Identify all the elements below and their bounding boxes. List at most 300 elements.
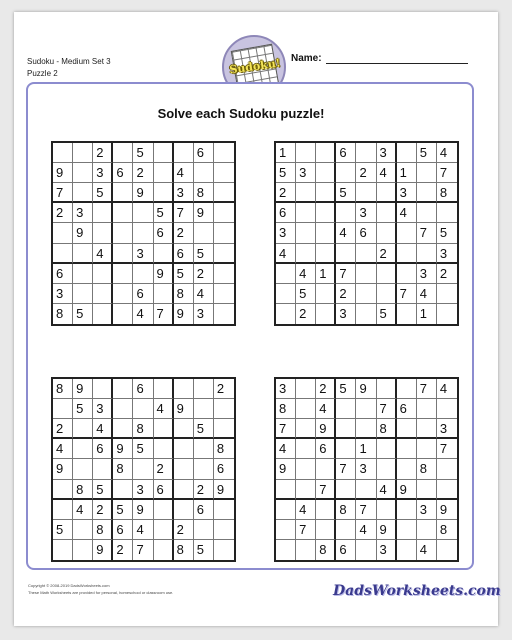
sudoku-cell — [377, 203, 397, 223]
sudoku-cell — [377, 379, 397, 399]
sudoku-cell: 6 — [133, 284, 153, 304]
sudoku-cell — [73, 419, 93, 439]
sudoku-cell: 2 — [113, 540, 133, 560]
sudoku-cell — [397, 244, 417, 264]
sudoku-cell — [214, 520, 234, 540]
sudoku-cell: 5 — [194, 244, 214, 264]
sudoku-cell — [174, 419, 194, 439]
sudoku-cell — [113, 304, 133, 324]
sudoku-cell — [194, 399, 214, 419]
sudoku-cell: 7 — [276, 419, 296, 439]
puzzle-label: Puzzle 2 — [27, 69, 58, 78]
sudoku-cell — [417, 183, 437, 203]
sudoku-cell — [53, 540, 73, 560]
sudoku-cell — [214, 264, 234, 284]
sudoku-cell: 7 — [336, 459, 356, 479]
sudoku-cell: 4 — [316, 399, 336, 419]
sudoku-cell — [356, 480, 376, 500]
sudoku-cell: 4 — [417, 540, 437, 560]
sudoku-cell — [296, 183, 316, 203]
sudoku-cell — [53, 244, 73, 264]
sudoku-cell — [93, 304, 113, 324]
sudoku-cell — [53, 399, 73, 419]
sudoku-cell — [296, 379, 316, 399]
sudoku-cell: 5 — [194, 540, 214, 560]
sudoku-cell — [397, 500, 417, 520]
sudoku-cell: 4 — [296, 264, 316, 284]
sudoku-cell: 9 — [214, 480, 234, 500]
sudoku-cell — [296, 203, 316, 223]
sudoku-cell: 2 — [53, 203, 73, 223]
sudoku-cell: 3 — [377, 143, 397, 163]
sudoku-cell — [93, 203, 113, 223]
sudoku-cell — [154, 439, 174, 459]
sudoku-cell — [53, 480, 73, 500]
sudoku-cell — [194, 223, 214, 243]
sudoku-cell — [214, 244, 234, 264]
sudoku-cell: 3 — [194, 304, 214, 324]
sudoku-cell: 4 — [133, 520, 153, 540]
sudoku-cell — [316, 143, 336, 163]
sudoku-cell: 6 — [336, 540, 356, 560]
sudoku-cell: 3 — [356, 459, 376, 479]
sudoku-cell — [154, 183, 174, 203]
sudoku-cell — [377, 284, 397, 304]
sudoku-cell — [316, 203, 336, 223]
sudoku-grid-4 — [274, 377, 459, 562]
sudoku-cell: 4 — [276, 244, 296, 264]
sudoku-cell: 7 — [53, 183, 73, 203]
sudoku-cell: 9 — [73, 223, 93, 243]
sudoku-cell — [133, 203, 153, 223]
sudoku-cell: 8 — [73, 480, 93, 500]
sudoku-cell: 9 — [133, 183, 153, 203]
sudoku-cell — [276, 480, 296, 500]
sudoku-cell — [133, 264, 153, 284]
sudoku-cell: 9 — [113, 439, 133, 459]
sudoku-cell: 4 — [336, 223, 356, 243]
sudoku-cell — [214, 223, 234, 243]
sudoku-cell — [437, 540, 457, 560]
name-line — [326, 63, 468, 64]
sudoku-cell — [113, 419, 133, 439]
sudoku-cell — [417, 480, 437, 500]
sudoku-cell: 8 — [53, 304, 73, 324]
sudoku-cell: 5 — [93, 480, 113, 500]
sudoku-cell: 9 — [316, 419, 336, 439]
sudoku-cell — [397, 520, 417, 540]
sudoku-cell — [174, 379, 194, 399]
sudoku-cell — [73, 439, 93, 459]
sudoku-cell — [356, 284, 376, 304]
sudoku-cell — [377, 264, 397, 284]
sudoku-cell — [316, 223, 336, 243]
sudoku-cell: 6 — [93, 439, 113, 459]
sudoku-cell — [316, 284, 336, 304]
sudoku-cell — [296, 223, 316, 243]
sudoku-cell — [276, 284, 296, 304]
sudoku-cell — [397, 304, 417, 324]
sudoku-cell: 5 — [154, 203, 174, 223]
sudoku-cell — [336, 163, 356, 183]
sudoku-cell — [174, 439, 194, 459]
sudoku-cell: 8 — [214, 439, 234, 459]
sudoku-cell: 3 — [276, 223, 296, 243]
sudoku-cell — [377, 459, 397, 479]
sudoku-cell — [296, 459, 316, 479]
sudoku-cell: 5 — [377, 304, 397, 324]
name-label: Name: — [291, 53, 322, 64]
sudoku-cell — [133, 223, 153, 243]
sudoku-cell: 4 — [133, 304, 153, 324]
sudoku-cell — [356, 264, 376, 284]
sudoku-cell: 5 — [113, 500, 133, 520]
sudoku-cell — [437, 480, 457, 500]
sudoku-cell — [73, 143, 93, 163]
sudoku-cell — [296, 540, 316, 560]
sudoku-cell: 3 — [174, 183, 194, 203]
sudoku-cell: 8 — [336, 500, 356, 520]
sudoku-cell — [113, 244, 133, 264]
sudoku-cell — [316, 459, 336, 479]
sudoku-cell: 3 — [356, 203, 376, 223]
sudoku-cell — [73, 163, 93, 183]
sudoku-cell: 3 — [417, 500, 437, 520]
sudoku-cell: 9 — [73, 379, 93, 399]
sudoku-cell: 1 — [356, 439, 376, 459]
sudoku-cell: 1 — [276, 143, 296, 163]
sudoku-cell: 7 — [133, 540, 153, 560]
sudoku-cell — [93, 223, 113, 243]
sudoku-cell — [316, 244, 336, 264]
sudoku-cell: 4 — [154, 399, 174, 419]
sudoku-cell: 3 — [93, 163, 113, 183]
sudoku-cell — [276, 500, 296, 520]
sudoku-cell — [194, 379, 214, 399]
sudoku-cell: 2 — [133, 163, 153, 183]
sudoku-cell — [154, 284, 174, 304]
sudoku-cell — [53, 143, 73, 163]
sudoku-cell — [276, 264, 296, 284]
sudoku-cell: 9 — [377, 520, 397, 540]
sudoku-cell: 9 — [133, 500, 153, 520]
sudoku-cell — [154, 379, 174, 399]
sudoku-cell: 8 — [53, 379, 73, 399]
sudoku-cell: 2 — [93, 500, 113, 520]
copyright-text: Copyright © 2008-2019 DadsWorksheets.com — [28, 583, 110, 588]
sudoku-cell — [356, 183, 376, 203]
sudoku-cell: 2 — [296, 304, 316, 324]
sudoku-cell: 7 — [437, 439, 457, 459]
sudoku-cell: 2 — [437, 264, 457, 284]
sudoku-cell: 8 — [113, 459, 133, 479]
sudoku-cell — [377, 183, 397, 203]
sudoku-cell: 9 — [174, 399, 194, 419]
sudoku-cell: 8 — [437, 183, 457, 203]
sudoku-cell: 7 — [397, 284, 417, 304]
sudoku-cell — [296, 399, 316, 419]
sudoku-cell: 3 — [276, 379, 296, 399]
sudoku-cell: 4 — [437, 379, 457, 399]
sudoku-cell: 4 — [377, 480, 397, 500]
sudoku-cell: 4 — [194, 284, 214, 304]
sudoku-cell: 4 — [276, 439, 296, 459]
sudoku-cell — [154, 540, 174, 560]
sudoku-cell — [377, 439, 397, 459]
sudoku-cell: 5 — [93, 183, 113, 203]
sudoku-cell: 7 — [174, 203, 194, 223]
sudoku-cell — [437, 304, 457, 324]
sudoku-cell: 2 — [53, 419, 73, 439]
sudoku-cell — [316, 500, 336, 520]
sudoku-cell: 6 — [154, 480, 174, 500]
sudoku-cell — [296, 480, 316, 500]
sudoku-cell — [437, 203, 457, 223]
instructions-title: Solve each Sudoku puzzle! — [143, 101, 339, 127]
sudoku-cell: 9 — [174, 304, 194, 324]
sudoku-cell: 9 — [93, 540, 113, 560]
sudoku-cell: 2 — [194, 264, 214, 284]
sudoku-cell — [53, 223, 73, 243]
sudoku-cell — [214, 183, 234, 203]
sudoku-cell — [113, 203, 133, 223]
sudoku-cell — [214, 399, 234, 419]
sudoku-cell — [356, 244, 376, 264]
sudoku-cell: 5 — [73, 399, 93, 419]
sudoku-cell — [93, 379, 113, 399]
sudoku-cell: 9 — [154, 264, 174, 284]
sudoku-cell: 7 — [377, 399, 397, 419]
sudoku-cell: 1 — [316, 264, 336, 284]
sudoku-cell: 2 — [214, 379, 234, 399]
sudoku-cell — [397, 223, 417, 243]
sudoku-cell: 4 — [397, 203, 417, 223]
sudoku-cell: 4 — [417, 284, 437, 304]
sudoku-cell — [73, 244, 93, 264]
sudoku-cell — [174, 143, 194, 163]
sudoku-cell — [437, 459, 457, 479]
sudoku-cell — [336, 480, 356, 500]
sudoku-cell: 4 — [93, 244, 113, 264]
sudoku-cell: 4 — [93, 419, 113, 439]
sudoku-cell: 9 — [276, 459, 296, 479]
brand-logo: DadsWorksheets.com — [333, 583, 501, 599]
sudoku-cell: 6 — [53, 264, 73, 284]
sudoku-cell: 3 — [53, 284, 73, 304]
sudoku-cell — [417, 439, 437, 459]
sudoku-cell — [73, 284, 93, 304]
sudoku-cell — [214, 500, 234, 520]
sudoku-cell: 8 — [276, 399, 296, 419]
sudoku-cell — [397, 459, 417, 479]
sudoku-cell: 9 — [53, 459, 73, 479]
sudoku-cell — [356, 304, 376, 324]
sudoku-cell: 8 — [174, 284, 194, 304]
sudoku-cell — [397, 379, 417, 399]
sudoku-cell: 9 — [397, 480, 417, 500]
sudoku-cell — [214, 540, 234, 560]
sudoku-cell — [93, 264, 113, 284]
sudoku-cell — [113, 284, 133, 304]
sudoku-cell — [356, 143, 376, 163]
sudoku-cell: 6 — [397, 399, 417, 419]
sudoku-cell: 8 — [377, 419, 397, 439]
sudoku-cell: 5 — [336, 379, 356, 399]
sudoku-cell: 2 — [377, 244, 397, 264]
sudoku-cell: 7 — [296, 520, 316, 540]
sudoku-cell: 7 — [316, 480, 336, 500]
sudoku-cell — [437, 284, 457, 304]
sudoku-cell — [214, 203, 234, 223]
sudoku-cell: 5 — [194, 419, 214, 439]
sudoku-cell: 2 — [316, 379, 336, 399]
sudoku-cell — [174, 459, 194, 479]
sudoku-cell — [276, 304, 296, 324]
sudoku-cell: 5 — [336, 183, 356, 203]
sudoku-cell — [437, 399, 457, 419]
sudoku-cell: 6 — [154, 223, 174, 243]
sudoku-cell — [356, 540, 376, 560]
sudoku-grid-1 — [51, 141, 236, 326]
sudoku-cell — [336, 439, 356, 459]
sudoku-cell: 8 — [133, 419, 153, 439]
sudoku-cell — [93, 459, 113, 479]
sudoku-cell: 6 — [113, 520, 133, 540]
sudoku-cell — [316, 304, 336, 324]
sudoku-cell: 7 — [437, 163, 457, 183]
sudoku-cell — [417, 244, 437, 264]
sudoku-cell — [194, 163, 214, 183]
sudoku-cell — [397, 419, 417, 439]
sudoku-cell — [154, 244, 174, 264]
sudoku-cell: 6 — [316, 439, 336, 459]
sudoku-cell — [194, 439, 214, 459]
sudoku-cell: 2 — [194, 480, 214, 500]
sudoku-cell: 3 — [437, 419, 457, 439]
sudoku-cell — [276, 540, 296, 560]
sudoku-cell — [154, 419, 174, 439]
set-title: Sudoku - Medium Set 3 — [27, 57, 111, 66]
sudoku-cell — [377, 500, 397, 520]
sudoku-cell — [154, 143, 174, 163]
sudoku-cell — [214, 304, 234, 324]
sudoku-cell: 3 — [133, 244, 153, 264]
sudoku-cell — [174, 500, 194, 520]
sudoku-cell: 6 — [113, 163, 133, 183]
sudoku-cell: 5 — [437, 223, 457, 243]
sudoku-cell: 5 — [417, 143, 437, 163]
sudoku-cell — [336, 244, 356, 264]
sudoku-cell: 8 — [93, 520, 113, 540]
sudoku-cell — [113, 143, 133, 163]
sudoku-cell: 9 — [194, 203, 214, 223]
sudoku-cell: 6 — [194, 500, 214, 520]
sudoku-cell — [417, 520, 437, 540]
logo-text: Sudoku! — [228, 56, 282, 77]
sudoku-cell: 1 — [397, 163, 417, 183]
sudoku-cell — [336, 203, 356, 223]
sudoku-cell: 2 — [174, 520, 194, 540]
sudoku-cell: 5 — [276, 163, 296, 183]
usage-text: These Math Worksheets are provided for personal, homeschool or classroom use. — [28, 590, 174, 595]
sudoku-cell: 3 — [437, 244, 457, 264]
sudoku-cell — [73, 264, 93, 284]
sudoku-cell: 5 — [73, 304, 93, 324]
sudoku-cell — [276, 520, 296, 540]
sudoku-cell — [296, 244, 316, 264]
sudoku-grid-2 — [274, 141, 459, 326]
sudoku-cell: 3 — [93, 399, 113, 419]
sudoku-cell: 1 — [417, 304, 437, 324]
sudoku-cell — [73, 520, 93, 540]
sudoku-cell — [296, 439, 316, 459]
sudoku-cell — [194, 520, 214, 540]
sudoku-cell: 7 — [336, 264, 356, 284]
sudoku-cell — [214, 284, 234, 304]
sudoku-cell: 6 — [214, 459, 234, 479]
sudoku-cell: 3 — [296, 163, 316, 183]
sudoku-cell — [174, 480, 194, 500]
sudoku-cell: 6 — [336, 143, 356, 163]
sudoku-cell — [73, 183, 93, 203]
sudoku-cell — [113, 399, 133, 419]
sudoku-cell: 5 — [133, 439, 153, 459]
sudoku-cell — [154, 163, 174, 183]
sudoku-cell: 2 — [356, 163, 376, 183]
sudoku-cell — [296, 143, 316, 163]
sudoku-cell — [154, 500, 174, 520]
sudoku-cell: 5 — [296, 284, 316, 304]
sudoku-cell — [214, 419, 234, 439]
sudoku-cell: 8 — [194, 183, 214, 203]
sudoku-cell: 9 — [437, 500, 457, 520]
sudoku-cell: 4 — [174, 163, 194, 183]
sudoku-cell — [397, 143, 417, 163]
sudoku-cell: 3 — [133, 480, 153, 500]
sudoku-cell — [316, 520, 336, 540]
sudoku-cell: 8 — [417, 459, 437, 479]
sudoku-cell — [417, 163, 437, 183]
sudoku-cell: 8 — [316, 540, 336, 560]
sudoku-cell — [194, 459, 214, 479]
sudoku-cell: 6 — [133, 379, 153, 399]
sudoku-cell — [417, 419, 437, 439]
sudoku-cell — [93, 284, 113, 304]
sudoku-cell — [133, 399, 153, 419]
sudoku-cell: 5 — [133, 143, 153, 163]
sudoku-cell: 8 — [437, 520, 457, 540]
sudoku-cell: 8 — [174, 540, 194, 560]
sudoku-cell — [214, 143, 234, 163]
sudoku-cell — [73, 459, 93, 479]
sudoku-cell: 4 — [437, 143, 457, 163]
sudoku-cell: 2 — [174, 223, 194, 243]
sudoku-cell — [356, 399, 376, 419]
sudoku-grid-3 — [51, 377, 236, 562]
sudoku-cell: 3 — [397, 183, 417, 203]
sudoku-cell: 4 — [296, 500, 316, 520]
sudoku-cell: 2 — [336, 284, 356, 304]
sudoku-cell — [113, 183, 133, 203]
sudoku-cell: 5 — [174, 264, 194, 284]
sudoku-cell: 5 — [53, 520, 73, 540]
sudoku-cell: 3 — [73, 203, 93, 223]
sudoku-cell — [336, 520, 356, 540]
sudoku-cell: 4 — [356, 520, 376, 540]
sudoku-cell: 6 — [356, 223, 376, 243]
sudoku-cell: 7 — [417, 223, 437, 243]
sudoku-cell: 4 — [73, 500, 93, 520]
